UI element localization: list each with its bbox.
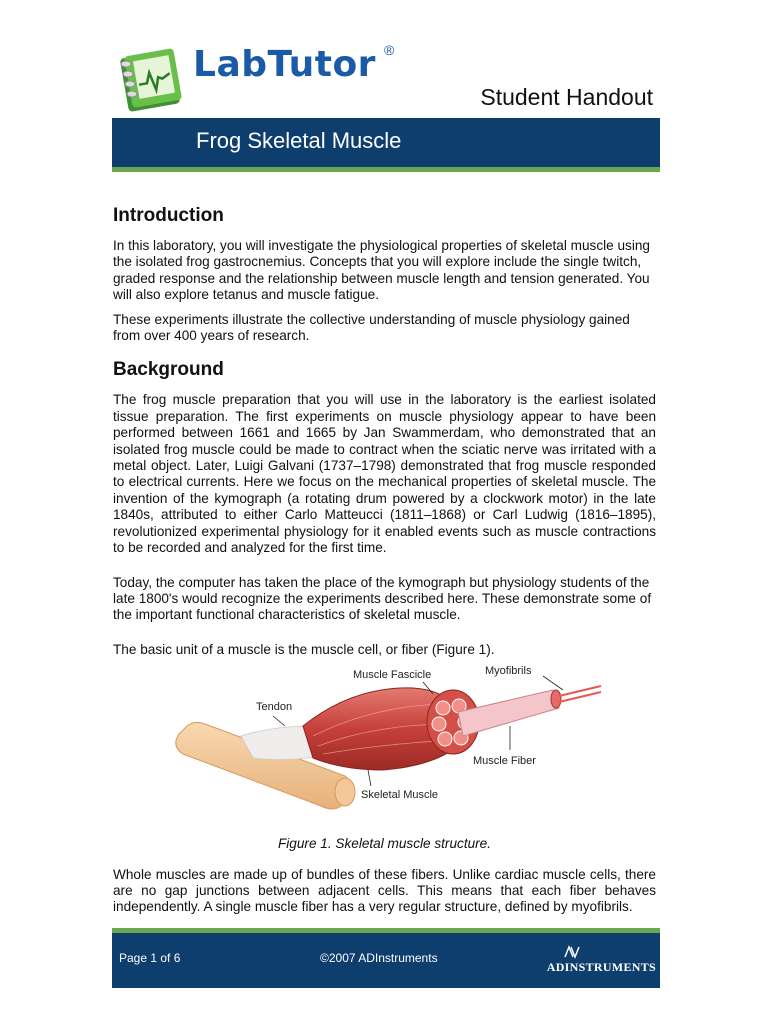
label-muscle-fascicle: Muscle Fascicle: [353, 669, 432, 682]
footer-accent-stripe: [112, 928, 660, 933]
adinstruments-brand: ADINSTRUMENTS: [546, 960, 656, 974]
page-number: Page 1 of 6: [119, 951, 181, 965]
muscle-structure-illustration: [113, 666, 656, 826]
handout-label: Student Handout: [480, 84, 653, 110]
copyright-notice: ©2007 ADInstruments: [320, 951, 438, 965]
background-paragraph-4: Whole muscles are made up of bundles of these fibers. Unlike cardiac muscle cells, there are no gap junctions between adjacent cells. This means that each fiber behaves independently. A single muscle fiber has a very regular structure, defined by myofibrils.: [113, 866, 656, 915]
title-banner: [112, 118, 660, 167]
page-title: Frog Skeletal Muscle: [196, 128, 402, 153]
muscle-fiber-shape: [458, 690, 559, 736]
myofibril-strands: [559, 686, 601, 702]
introduction-paragraph-1: In this laboratory, you will investigate the physiological properties of skeletal muscle using the isolated frog gastrocnemius. Concepts that you will explore include the single twitch, graded response and the relationship between muscle length and tension generated. You will also explore tetanus and muscle fatigue.: [113, 238, 650, 303]
labtutor-logo: [116, 44, 406, 114]
notebook-icon: [116, 44, 186, 114]
background-heading: Background: [113, 359, 224, 381]
label-muscle-fiber: Muscle Fiber: [473, 755, 536, 768]
background-paragraph-3: The basic unit of a muscle is the muscle cell, or fiber (Figure 1).: [113, 641, 495, 657]
background-paragraph-2: Today, the computer has taken the place of the kymograph but physiology students of the late 1800's would recognize the experiments described here. These demonstrate some of the important functional characteristics of skeletal muscle.: [113, 574, 652, 623]
muscle-structure-figure: [113, 666, 656, 826]
document-body: [113, 204, 656, 924]
brand-name: LabTutor: [193, 44, 376, 85]
figure-caption: Figure 1. Skeletal muscle structure.: [277, 836, 492, 852]
introduction-paragraph-2: These experiments illustrate the collective understanding of muscle physiology gained from over 400 years of research.: [113, 311, 630, 344]
banner-accent-stripe: [112, 167, 660, 172]
label-myofibrils: Myofibrils: [485, 666, 532, 678]
label-tendon: Tendon: [256, 701, 293, 714]
page-footer: [112, 928, 660, 988]
label-skeletal-muscle: Skeletal Muscle: [361, 789, 439, 802]
background-paragraph-1: The frog muscle preparation that you will use in the laboratory is the earliest isolated tissue preparation. The first experiments on muscle physiology appear to have been performed between 1661 and 1665 by Jan Swammerdam, who demonstrated that an isolated frog muscle could be made to contract when the sciatic nerve was irritated with a metal object. Later, Luigi Galvani (1737–1798) demonstrated that frog muscle responded to electrical currents. Here we focus on the mechanical properties of skeletal muscle. The invention of the kymograph (a rotating drum powered by a clockwork motor) in the late 1840s, attributed to either Carlo Matteucci (1811–1868) or Carl Ludwig (1816–1895), revolutionized experimental physiology for it enabled events such as muscle contractions to be recorded and analyzed for the first time.: [113, 392, 656, 556]
adinstruments-logo-icon: [564, 945, 580, 959]
registered-mark: ®: [384, 42, 395, 58]
introduction-heading: Introduction: [113, 205, 224, 226]
